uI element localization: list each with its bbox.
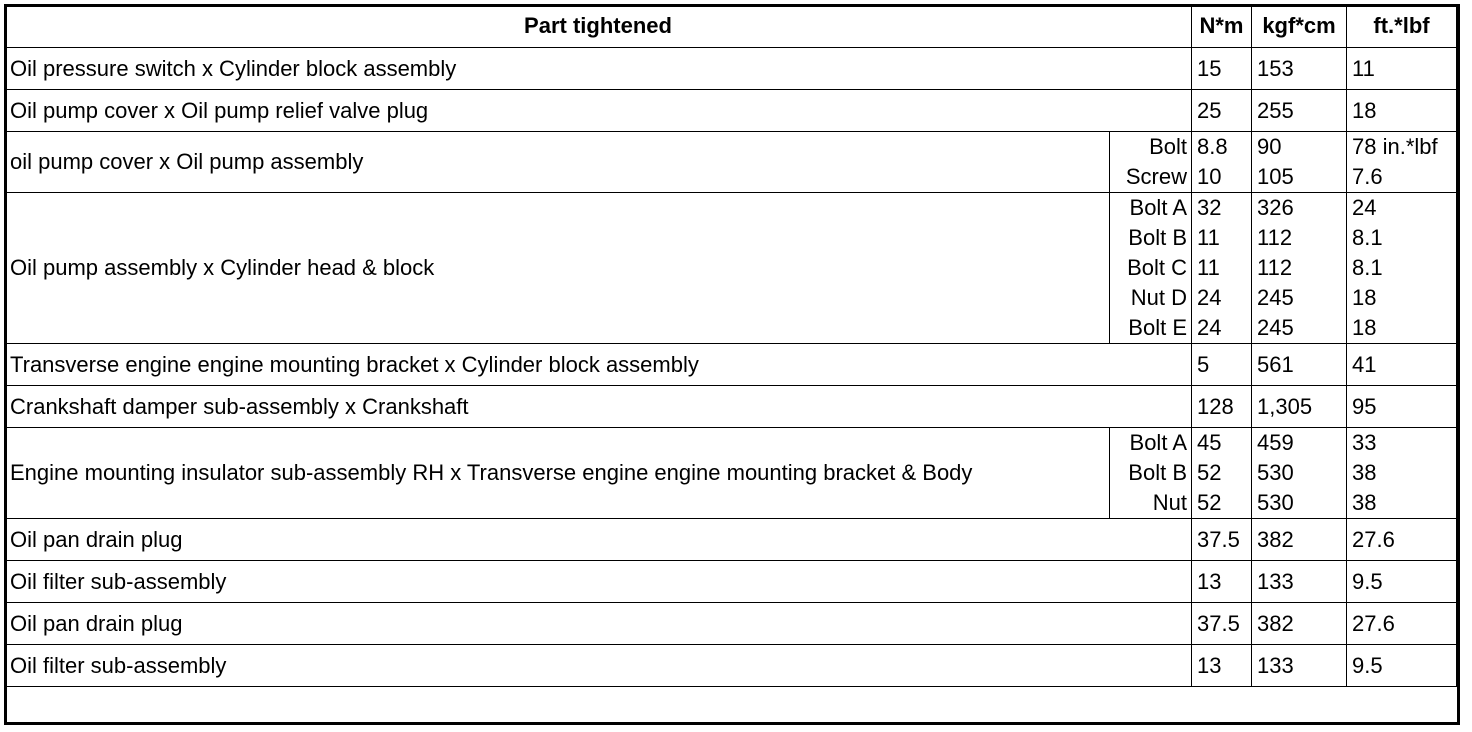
- kgf-value: 326: [1257, 195, 1294, 220]
- header-row: [5, 5, 1457, 48]
- nm-cell: [1192, 193, 1252, 344]
- part-cell: Oil filter sub-assembly: [5, 645, 1192, 687]
- table-row: [5, 386, 1457, 428]
- header-ft-lbf: ft.*lbf: [1347, 5, 1457, 48]
- kgf-cell: 133: [1252, 645, 1347, 687]
- ft-value: 38: [1352, 490, 1377, 515]
- fastener-cell: [1110, 428, 1192, 519]
- nm-cell: [1192, 428, 1252, 519]
- nm-value: 45: [1197, 430, 1222, 455]
- nm-value: 11: [1197, 225, 1220, 250]
- table-row: [5, 645, 1457, 687]
- table-row: [5, 48, 1457, 90]
- ft-cell: 95: [1347, 386, 1457, 428]
- kgf-cell: [1252, 428, 1347, 519]
- ft-cell: 27.6: [1347, 603, 1457, 645]
- kgf-value: 459: [1257, 430, 1294, 455]
- torque-spec-table: [4, 4, 1457, 687]
- ft-value: 8.1: [1352, 255, 1383, 280]
- header-nm: N*m: [1192, 5, 1252, 48]
- nm-value: 24: [1197, 285, 1222, 310]
- nm-value: 8.8: [1197, 134, 1228, 159]
- part-cell: oil pump cover x Oil pump assembly: [5, 132, 1110, 193]
- fastener-label: Nut D: [1130, 285, 1187, 310]
- part-cell: Oil pump cover x Oil pump relief valve plug: [5, 90, 1192, 132]
- ft-value: 78 in.*lbf: [1352, 134, 1438, 159]
- fastener-label: Bolt B: [1128, 460, 1187, 485]
- part-cell: Crankshaft damper sub-assembly x Crankshaft: [5, 386, 1192, 428]
- part-cell: Oil pump assembly x Cylinder head & block: [5, 193, 1110, 344]
- ft-cell: 11: [1347, 48, 1457, 90]
- part-cell: Oil pan drain plug: [5, 519, 1192, 561]
- part-cell: Oil pan drain plug: [5, 603, 1192, 645]
- fastener-cell: [1110, 132, 1192, 193]
- kgf-cell: 255: [1252, 90, 1347, 132]
- fastener-label: Bolt E: [1128, 315, 1187, 340]
- kgf-cell: 133: [1252, 561, 1347, 603]
- ft-value: 18: [1352, 285, 1377, 310]
- nm-cell: 25: [1192, 90, 1252, 132]
- ft-cell: 9.5: [1347, 561, 1457, 603]
- fastener-label: Bolt B: [1128, 225, 1187, 250]
- part-cell: Transverse engine engine mounting bracket x Cylinder block assembly: [5, 344, 1192, 386]
- kgf-value: 112: [1257, 255, 1293, 280]
- part-cell: Oil pressure switch x Cylinder block assembly: [5, 48, 1192, 90]
- header-kgf-cm: kgf*cm: [1252, 5, 1347, 48]
- fastener-label: Screw: [1125, 164, 1187, 189]
- nm-value: 32: [1197, 195, 1222, 220]
- kgf-cell: 561: [1252, 344, 1347, 386]
- table-row: [5, 561, 1457, 603]
- nm-value: 52: [1197, 460, 1222, 485]
- ft-cell: [1347, 132, 1457, 193]
- fastener-cell: [1110, 193, 1192, 344]
- fastener-label: Bolt A: [1129, 195, 1187, 220]
- part-cell: Oil filter sub-assembly: [5, 561, 1192, 603]
- fastener-label: Bolt: [1149, 134, 1187, 159]
- nm-value: 52: [1197, 490, 1222, 515]
- ft-cell: [1347, 428, 1457, 519]
- ft-value: 24: [1352, 195, 1377, 220]
- nm-value: 11: [1197, 255, 1220, 280]
- kgf-value: 530: [1257, 460, 1294, 485]
- kgf-cell: [1252, 193, 1347, 344]
- ft-cell: 41: [1347, 344, 1457, 386]
- nm-cell: 37.5: [1192, 519, 1252, 561]
- ft-cell: [1347, 193, 1457, 344]
- ft-cell: 27.6: [1347, 519, 1457, 561]
- nm-cell: 37.5: [1192, 603, 1252, 645]
- kgf-value: 90: [1257, 134, 1282, 159]
- kgf-cell: 1,305: [1252, 386, 1347, 428]
- kgf-cell: 382: [1252, 603, 1347, 645]
- kgf-value: 245: [1257, 285, 1294, 310]
- table-row: [5, 193, 1457, 344]
- ft-value: 7.6: [1352, 164, 1383, 189]
- table-row: [5, 90, 1457, 132]
- nm-cell: [1192, 132, 1252, 193]
- nm-value: 24: [1197, 315, 1222, 340]
- part-cell: Engine mounting insulator sub-assembly RH x Transverse engine engine mounting bracket & Body: [5, 428, 1110, 519]
- table-row: [5, 344, 1457, 386]
- nm-cell: 128: [1192, 386, 1252, 428]
- nm-cell: 5: [1192, 344, 1252, 386]
- fastener-label: Bolt A: [1129, 430, 1187, 455]
- table-row: [5, 603, 1457, 645]
- header-part-tightened: Part tightened: [5, 5, 1192, 48]
- kgf-value: 105: [1257, 164, 1294, 189]
- ft-value: 8.1: [1352, 225, 1383, 250]
- kgf-value: 112: [1257, 225, 1293, 250]
- fastener-label: Bolt C: [1127, 255, 1187, 280]
- ft-value: 33: [1352, 430, 1377, 455]
- kgf-value: 530: [1257, 490, 1294, 515]
- nm-value: 10: [1197, 164, 1222, 189]
- kgf-value: 245: [1257, 315, 1294, 340]
- ft-cell: 18: [1347, 90, 1457, 132]
- fastener-label: Nut: [1152, 490, 1187, 515]
- kgf-cell: 153: [1252, 48, 1347, 90]
- kgf-cell: [1252, 132, 1347, 193]
- nm-cell: 15: [1192, 48, 1252, 90]
- ft-value: 38: [1352, 460, 1377, 485]
- nm-cell: 13: [1192, 645, 1252, 687]
- kgf-cell: 382: [1252, 519, 1347, 561]
- ft-value: 18: [1352, 315, 1377, 340]
- table-row: [5, 519, 1457, 561]
- table-row: [5, 132, 1457, 193]
- nm-cell: 13: [1192, 561, 1252, 603]
- table-row: [5, 428, 1457, 519]
- ft-cell: 9.5: [1347, 645, 1457, 687]
